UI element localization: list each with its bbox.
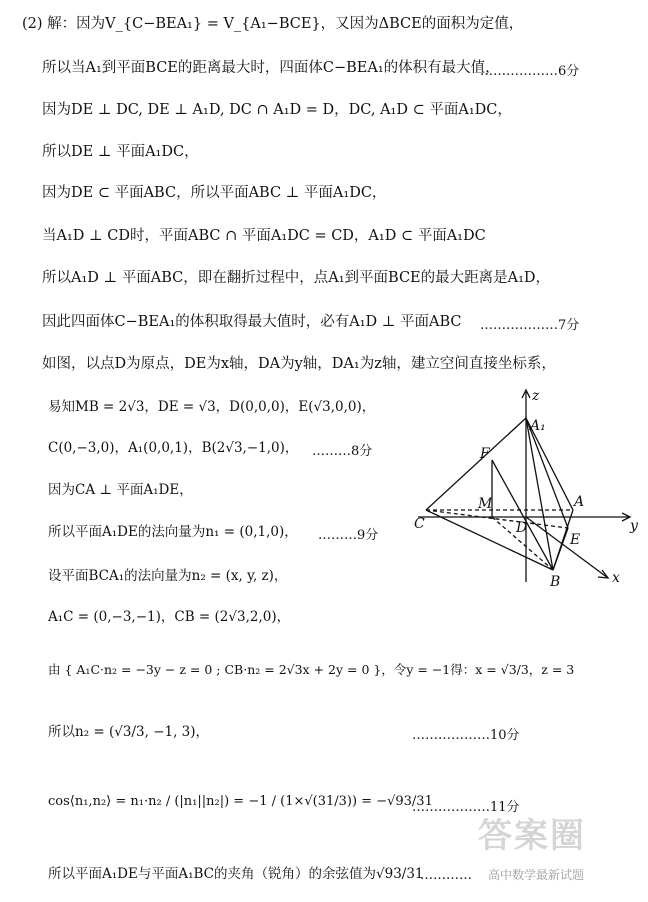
solution-line-15: A₁C = (0,−3,−1)，CB = (2√3,2,0)， [48,609,291,625]
label-F: F [480,446,490,462]
score-tail: ………… [420,868,472,883]
solution-line-6: 当A₁D ⊥ CD时，平面ABC ∩ 平面A₁DC = CD，A₁D ⊂ 平面A₁DC [42,228,486,244]
label-D: D [516,520,528,536]
watermark-caption: 高中数学最新试题 [488,868,585,882]
solution-line-3: 因为DE ⊥ DC, DE ⊥ A₁D, DC ∩ A₁D = D，DC, A₁D ⊂ 平面A₁DC， [42,102,512,118]
solution-line-10: 易知MB = 2√3，DE = √3，D(0,0,0)，E(√3,0,0)， [48,399,376,415]
edge-A1-B [526,418,553,570]
label-z: z [532,388,540,404]
edge-C-B [426,510,553,570]
label-y: y [630,518,638,534]
score-11: ………………11分 [412,800,520,815]
solution-line-9: 如图，以点D为原点，DE为x轴，DA为y轴，DA₁为z轴，建立空间直接坐标系， [42,356,556,372]
label-A1: A₁ [530,418,546,434]
solution-line-8: 因此四面体C−BEA₁的体积取得最大值时，必有A₁D ⊥ 平面ABC [42,314,462,330]
geometry-figure [408,380,638,596]
label-C: C [414,516,425,532]
solution-line-17: 所以n₂ = (√3/3, −1, 3)， [48,724,210,740]
score-8: ………8分 [312,444,373,459]
solution-line-11: C(0,−3,0)，A₁(0,0,1)，B(2√3,−1,0)， [48,440,299,456]
label-E: E [570,532,581,548]
label-A: A [574,494,585,510]
solution-line-14: 设平面BCA₁的法向量为n₂ = (x, y, z)， [48,568,288,584]
label-M: M [478,496,493,512]
solution-line-5: 因为DE ⊂ 平面ABC，所以平面ABC ⊥ 平面A₁DC， [42,185,387,201]
tetrahedron-diagram [408,380,638,592]
score-6: ………………6分 [480,64,580,79]
solution-line-16: 由 { A₁C·n₂ = −3y − z = 0 ; CB·n₂ = 2√3x + 2y = 0 }，令y = −1得：x = √3/3，z = 3 [48,662,575,677]
solution-line-4: 所以DE ⊥ 平面A₁DC， [42,144,199,160]
edge-C-A1 [426,418,526,510]
solution-line-1: (2) 解：因为V_{C−BEA₁} = V_{A₁−BCE}，又因为ΔBCE的面积为定值， [22,16,524,32]
score-10: ………………10分 [412,728,520,743]
label-B: B [550,574,561,590]
watermark-logo: 答案圈 [478,816,586,856]
edge-C-E [426,510,568,528]
solution-line-7: 所以A₁D ⊥ 平面ABC，即在翻折过程中，点A₁到平面BCE的最大距离是A₁D， [42,270,551,286]
solution-line-18: cos⟨n₁,n₂⟩ = n₁·n₂ / (|n₁||n₂|) = −1 / (1×√(31/3)) = −√93/31 [48,794,433,809]
solution-line-19: 所以平面A₁DE与平面A₁BC的夹角（锐角）的余弦值为√93/31 [48,866,424,882]
label-x: x [612,570,620,586]
solution-line-13: 所以平面A₁DE的法向量为n₁ = (0,1,0)， [48,524,298,540]
edge-A1-E [526,418,568,528]
solution-line-2: 所以当A₁到平面BCE的距离最大时，四面体C−BEA₁的体积有最大值， [42,60,500,76]
score-9: ………9分 [318,528,379,543]
score-7: ………………7分 [480,318,580,333]
solution-line-12: 因为CA ⊥ 平面A₁DE， [48,482,193,498]
